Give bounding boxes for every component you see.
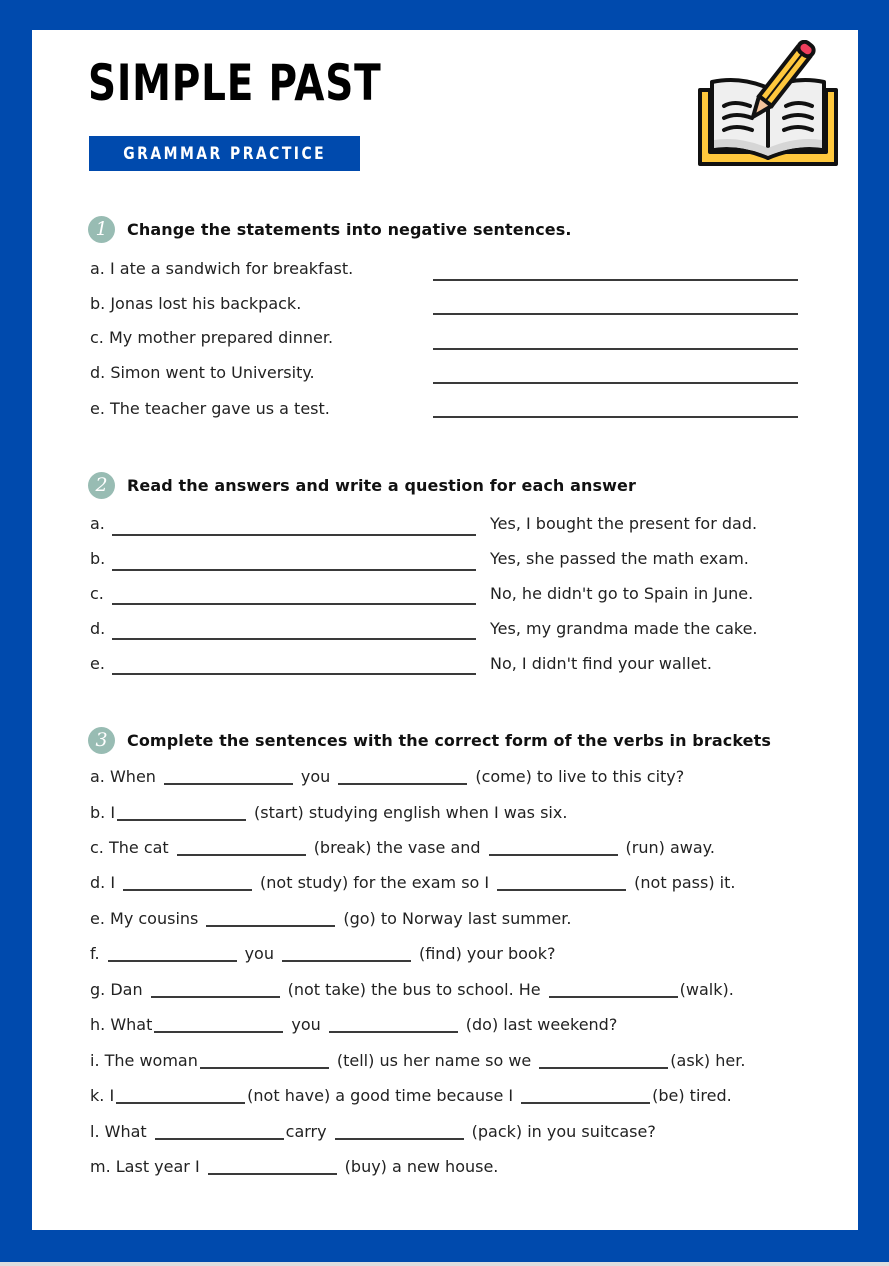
given-answer: Yes, my grandma made the cake. (490, 619, 758, 638)
sentence-text: (start) studying english when I was six. (254, 803, 568, 822)
section-3-header (88, 726, 771, 754)
worksheet-subtitle-banner (89, 136, 360, 171)
sentence-text: (do) last weekend? (465, 1015, 618, 1034)
section-1-header (88, 215, 572, 243)
blank-field[interactable] (117, 819, 246, 821)
blank-field[interactable] (338, 783, 467, 785)
section-number-badge: 3 (88, 727, 115, 754)
question-label: d. (90, 619, 106, 638)
fill-in-sentence (90, 1014, 617, 1036)
given-answer: No, he didn't go to Spain in June. (490, 584, 754, 603)
question-line[interactable] (112, 603, 476, 605)
blank-field[interactable] (177, 854, 306, 856)
blank-field[interactable] (549, 996, 678, 998)
worksheet-subtitle: GRAMMAR PRACTICE (123, 143, 326, 164)
blank-field[interactable] (206, 925, 335, 927)
statement-item: e. The teacher gave us a test. (90, 399, 330, 418)
blank-field[interactable] (329, 1031, 458, 1033)
sentence-text: i. The woman (90, 1051, 198, 1070)
sentence-text: carry (285, 1122, 327, 1141)
fill-in-sentence (90, 1050, 745, 1072)
blank-field[interactable] (539, 1067, 668, 1069)
sentence-text: you (291, 1015, 321, 1034)
answer-line[interactable] (433, 382, 798, 384)
fill-in-sentence (90, 766, 684, 788)
fill-in-sentence (90, 802, 567, 824)
section-3-title: Complete the sentences with the correct form of the verbs in brackets (127, 730, 771, 750)
question-line[interactable] (112, 534, 476, 536)
sentence-text: (buy) a new house. (344, 1157, 499, 1176)
fill-in-sentence (90, 1085, 732, 1107)
blank-field[interactable] (497, 889, 626, 891)
question-line[interactable] (112, 673, 476, 675)
blank-field[interactable] (200, 1067, 329, 1069)
blank-field[interactable] (282, 960, 411, 962)
sentence-text: a. When (90, 767, 156, 786)
statement-item: c. My mother prepared dinner. (90, 328, 334, 347)
question-label: a. (90, 514, 105, 533)
sentence-text: (not study) for the exam so I (260, 873, 490, 892)
open-book-with-pencil-icon (694, 40, 842, 168)
sentence-text: e. My cousins (90, 909, 199, 928)
answer-line[interactable] (433, 313, 798, 315)
sentence-text: h. What (90, 1015, 153, 1034)
given-answer: Yes, I bought the present for dad. (490, 514, 758, 533)
fill-in-sentence (90, 1156, 498, 1178)
sentence-text: (ask) her. (670, 1051, 746, 1070)
sentence-text: m. Last year I (90, 1157, 200, 1176)
sentence-text: (not pass) it. (634, 873, 736, 892)
section-1-title: Change the statements into negative sentences. (127, 219, 572, 239)
sentence-text: g. Dan (90, 980, 143, 999)
worksheet-title: SIMPLE PAST (88, 54, 382, 112)
sentence-text: (run) away. (625, 838, 715, 857)
sentence-text: f. (90, 944, 100, 963)
section-number-badge: 1 (88, 216, 115, 243)
blank-field[interactable] (108, 960, 237, 962)
sentence-text: k. I (90, 1086, 115, 1105)
sentence-text: (walk). (679, 980, 734, 999)
section-2-title: Read the answers and write a question for each answer (127, 475, 636, 495)
sentence-text: (break) the vase and (313, 838, 481, 857)
worksheet-page (32, 30, 858, 1230)
sentence-text: (come) to live to this city? (475, 767, 685, 786)
blank-field[interactable] (155, 1138, 284, 1140)
sentence-text: (find) your book? (418, 944, 556, 963)
sentence-text: (pack) in you suitcase? (471, 1122, 656, 1141)
question-line[interactable] (112, 569, 476, 571)
section-2-header (88, 471, 636, 499)
blank-field[interactable] (489, 854, 618, 856)
blank-field[interactable] (208, 1173, 337, 1175)
question-label: c. (90, 584, 104, 603)
fill-in-sentence (90, 837, 715, 859)
fill-in-sentence (90, 908, 571, 930)
fill-in-sentence (90, 979, 734, 1001)
question-label: e. (90, 654, 105, 673)
fill-in-sentence (90, 872, 735, 894)
given-answer: Yes, she passed the math exam. (490, 549, 749, 568)
sentence-text: (go) to Norway last summer. (343, 909, 572, 928)
statement-item: d. Simon went to University. (90, 363, 315, 382)
blank-field[interactable] (154, 1031, 283, 1033)
sentence-text: (be) tired. (652, 1086, 732, 1105)
blank-field[interactable] (521, 1102, 650, 1104)
sentence-text: (not have) a good time because I (247, 1086, 514, 1105)
sentence-text: (tell) us her name so we (336, 1051, 532, 1070)
question-label: b. (90, 549, 106, 568)
fill-in-sentence (90, 1121, 656, 1143)
blank-field[interactable] (123, 889, 252, 891)
sentence-text: l. What (90, 1122, 147, 1141)
blank-field[interactable] (151, 996, 280, 998)
statement-item: b. Jonas lost his backpack. (90, 294, 302, 313)
blank-field[interactable] (164, 783, 293, 785)
sentence-text: you (300, 767, 331, 786)
sentence-text: d. I (90, 873, 116, 892)
fill-in-sentence (90, 943, 555, 965)
sentence-text: c. The cat (90, 838, 169, 857)
blank-field[interactable] (335, 1138, 464, 1140)
answer-line[interactable] (433, 279, 798, 281)
blank-field[interactable] (116, 1102, 245, 1104)
sentence-text: b. I (90, 803, 116, 822)
answer-line[interactable] (433, 348, 798, 350)
given-answer: No, I didn't find your wallet. (490, 654, 712, 673)
sentence-text: you (244, 944, 274, 963)
question-line[interactable] (112, 638, 476, 640)
sentence-text: (not take) the bus to school. He (287, 980, 541, 999)
section-number-badge: 2 (88, 472, 115, 499)
answer-line[interactable] (433, 416, 798, 418)
statement-item: a. I ate a sandwich for breakfast. (90, 259, 354, 278)
